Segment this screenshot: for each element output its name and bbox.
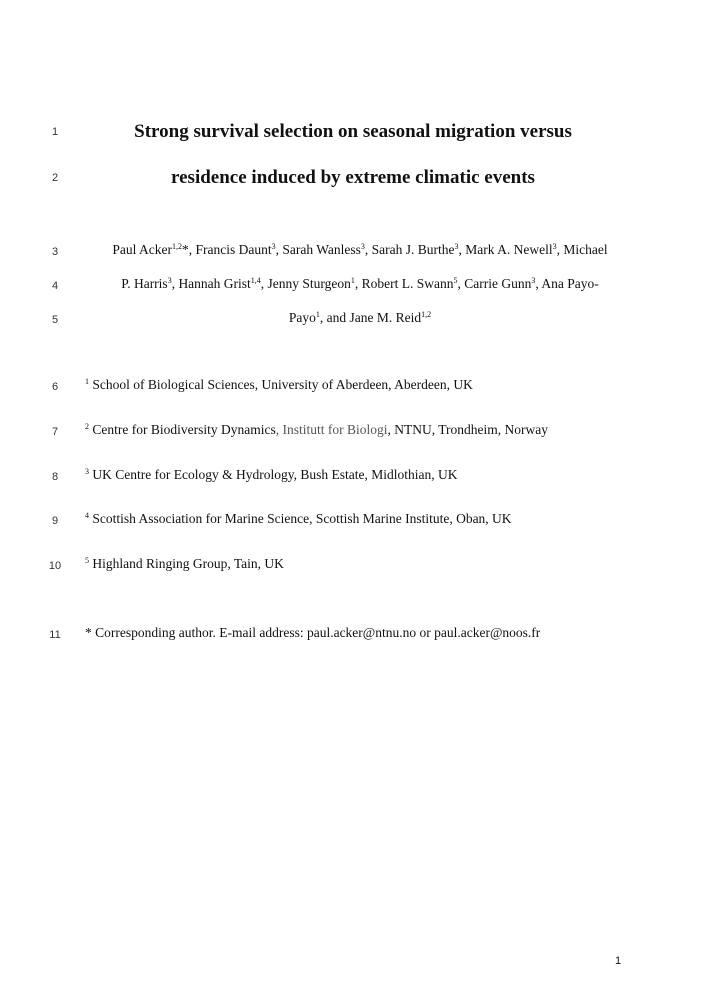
- affiliation-number: 3: [85, 467, 89, 476]
- author-affiliation-marker: 3: [552, 242, 557, 251]
- line-number: 9: [51, 515, 59, 527]
- author-affiliation-marker: 3: [360, 242, 365, 251]
- author-line-2: [80, 276, 640, 292]
- line-number: 1: [51, 126, 59, 138]
- author-affiliation-marker: 1,2: [421, 310, 432, 319]
- author-separator: ,: [275, 242, 283, 257]
- author-affiliation-marker: 1: [350, 276, 355, 285]
- author-separator: ,: [171, 276, 179, 291]
- line-number: 11: [49, 629, 61, 641]
- line-number: 2: [51, 172, 59, 184]
- line-number: 7: [51, 426, 59, 438]
- line-number: 8: [51, 471, 59, 483]
- author-line-1: [80, 242, 640, 258]
- affiliation-text: Centre for Biodiversity Dynamics: [92, 422, 276, 437]
- author-separator: ,: [458, 242, 466, 257]
- affiliation-number: 5: [85, 556, 89, 565]
- author-name-part: Ana Payo-: [541, 276, 599, 291]
- author-name: Hannah Grist: [178, 276, 251, 291]
- line-number: 3: [51, 246, 59, 258]
- affiliation-text: , NTNU, Trondheim, Norway: [387, 422, 548, 437]
- affiliation-text: UK Centre for Ecology & Hydrology, Bush Estate, Midlothian, UK: [92, 467, 458, 482]
- affiliation-5: [85, 556, 284, 572]
- author-separator: ,: [457, 276, 465, 291]
- author-name: Paul Acker: [112, 242, 173, 257]
- author-name-part: Payo: [288, 310, 316, 325]
- affiliation-number: 1: [85, 377, 89, 386]
- paper-title-line-1: Strong survival selection on seasonal migration versus: [134, 121, 572, 142]
- affiliation-text: Highland Ringing Group, Tain, UK: [92, 556, 284, 571]
- author-separator: ,: [260, 276, 268, 291]
- author-separator: ,: [188, 242, 196, 257]
- author-name: Francis Daunt: [195, 242, 272, 257]
- author-affiliation-marker: 1,4: [250, 276, 261, 285]
- affiliation-4: [85, 511, 512, 527]
- affiliation-2: [85, 422, 548, 438]
- page-number: 1: [614, 955, 622, 967]
- author-name: Jane M. Reid: [349, 310, 422, 325]
- affiliation-text: Scottish Association for Marine Science, Scottish Marine Institute, Oban, UK: [92, 511, 512, 526]
- affiliation-1: [85, 377, 473, 393]
- affiliation-text-gray: , Institutt for Biologi: [275, 422, 388, 437]
- author-name-part: P. Harris: [121, 276, 168, 291]
- author-separator: ,: [354, 276, 362, 291]
- corresponding-marker: *: [182, 242, 189, 257]
- author-separator: ,: [556, 242, 564, 257]
- affiliation-number: 2: [85, 422, 89, 431]
- author-affiliation-marker: 3: [271, 242, 276, 251]
- line-number: 4: [51, 280, 59, 292]
- author-name: Carrie Gunn: [464, 276, 532, 291]
- author-name-part: Michael: [563, 242, 608, 257]
- author-affiliation-marker: 1,2: [172, 242, 183, 251]
- affiliation-text: School of Biological Sciences, University of Aberdeen, Aberdeen, UK: [92, 377, 473, 392]
- line-number: 10: [48, 560, 62, 572]
- corresponding-author: * Corresponding author. E-mail address: paul.acker@ntnu.no or paul.acker@noos.fr: [85, 625, 541, 640]
- author-affiliation-marker: 3: [531, 276, 536, 285]
- author-name: Sarah Wanless: [282, 242, 361, 257]
- affiliation-number: 4: [85, 511, 89, 520]
- author-name: Jenny Sturgeon: [267, 276, 351, 291]
- affiliation-3: [85, 467, 457, 483]
- line-number: 6: [51, 381, 59, 393]
- author-affiliation-marker: 5: [453, 276, 458, 285]
- author-name: Mark A. Newell: [465, 242, 553, 257]
- paper-title-line-2: residence induced by extreme climatic events: [171, 167, 535, 188]
- author-affiliation-marker: 3: [454, 242, 459, 251]
- author-name: Robert L. Swann: [361, 276, 454, 291]
- author-line-3: [80, 310, 640, 326]
- line-number: 5: [51, 314, 59, 326]
- author-name: Sarah J. Burthe: [371, 242, 455, 257]
- author-separator: ,: [364, 242, 372, 257]
- author-separator: , and: [319, 310, 350, 325]
- author-separator: ,: [535, 276, 542, 291]
- author-affiliation-marker: 1: [315, 310, 320, 319]
- author-affiliation-marker: 3: [167, 276, 172, 285]
